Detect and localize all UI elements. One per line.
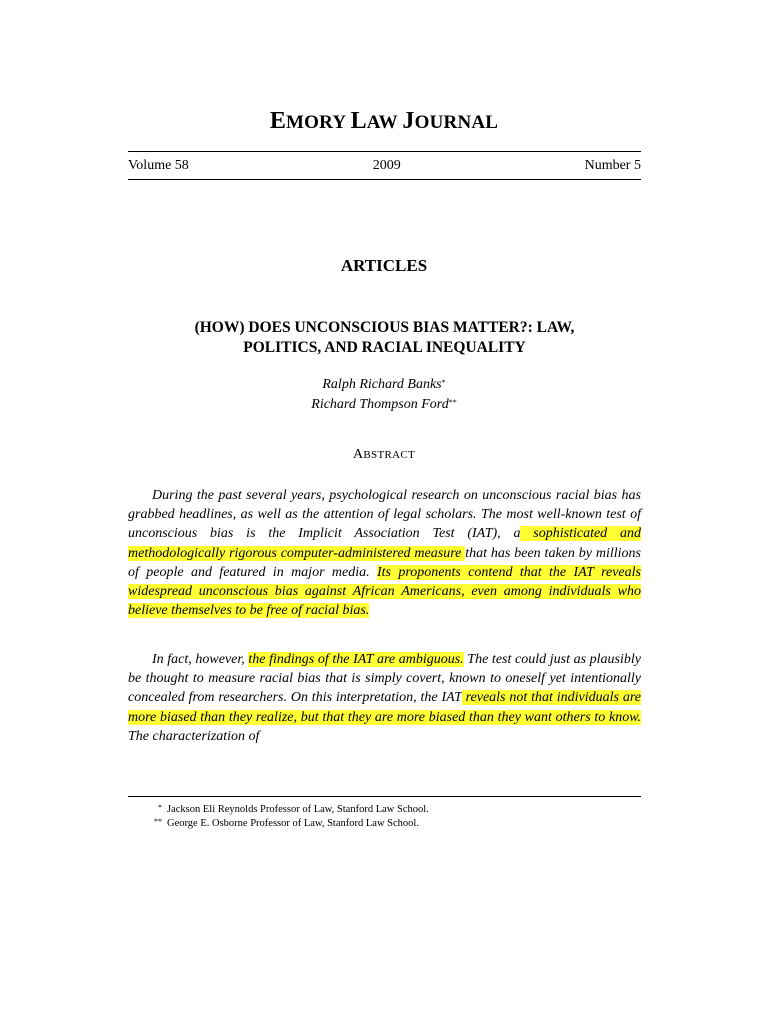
footnote-mark: * xyxy=(158,803,162,812)
author-1-footnote-mark: * xyxy=(441,378,446,387)
article-title xyxy=(128,318,641,358)
author-list xyxy=(0,375,768,415)
author-1 xyxy=(0,375,768,395)
journal-title-part: L xyxy=(350,108,367,134)
text-segment: In fact, however, xyxy=(152,652,249,667)
number-label: Number 5 xyxy=(584,158,641,173)
paragraph-2-text xyxy=(128,650,641,746)
abstract-heading-initial: A xyxy=(352,447,364,462)
article-title-line-1: (HOW) DOES UNCONSCIOUS BIAS MATTER?: LAW, xyxy=(194,319,575,336)
footnote-text: George E. Osborne Professor of Law, Stanford Law School. xyxy=(167,818,419,829)
text-segment: The characterization of xyxy=(128,728,260,744)
journal-title-part: E xyxy=(269,108,287,134)
header-top-rule xyxy=(128,151,641,152)
abstract-paragraph-1 xyxy=(128,486,641,620)
abstract-paragraph-2 xyxy=(128,650,641,746)
journal-title xyxy=(0,108,768,135)
author-2 xyxy=(0,395,768,415)
footnotes xyxy=(128,803,641,831)
section-heading: ARTICLES xyxy=(340,256,428,275)
author-2-footnote-mark: ** xyxy=(448,398,457,407)
header-bottom-rule xyxy=(128,179,641,180)
footnote xyxy=(128,817,641,831)
text-segment: that has been taken by millions of people and featured in major media. xyxy=(128,545,641,580)
journal-title-part: MORY xyxy=(286,112,351,133)
footnote-text: Jackson Eli Reynolds Professor of Law, Stanford Law School. xyxy=(167,804,429,815)
text-segment: During the past several years, psychological research on unconscious racial bias has grabbed headlines, as well as the attention of legal scholars. The most well-known test of unconscious bias is the Implicit Association Test (IAT), a xyxy=(128,488,641,542)
highlighted-text: Its proponents contend that the IAT reveals widespread unconscious bias against African Americans, even among individuals who believe themselves to be free of racial bias. xyxy=(128,564,641,619)
footnote-mark: ** xyxy=(154,817,162,826)
year-label: 2009 xyxy=(372,158,401,173)
paragraph-1-text xyxy=(128,486,641,620)
highlighted-text: reveals not that individuals are more biased than they realize, but that they are more biased than they want others to know. xyxy=(128,690,641,725)
footnote-rule xyxy=(128,796,641,797)
text-segment: The test could just as plausibly be thought to measure racial bias that is simply covert, known to oneself yet intentionally concealed from researchers. On this interpretation, the IAT xyxy=(128,652,641,706)
author-1-name: Ralph Richard Banks xyxy=(322,377,442,392)
abstract-heading xyxy=(0,447,768,463)
volume-label: Volume 58 xyxy=(128,158,189,173)
journal-title-part: AW xyxy=(366,112,403,133)
article-title-line-2: POLITICS, AND RACIAL INEQUALITY xyxy=(243,339,526,356)
journal-title-part: J xyxy=(402,108,415,134)
highlighted-text: the findings of the IAT are ambiguous. xyxy=(248,652,464,667)
issue-info xyxy=(128,158,641,174)
abstract-heading-rest: BSTRACT xyxy=(363,449,416,461)
highlighted-text: sophisticated and methodologically rigorous computer-administered measure xyxy=(128,526,641,561)
footnote xyxy=(128,803,641,817)
journal-title-part: OURNAL xyxy=(414,112,499,133)
author-2-name: Richard Thompson Ford xyxy=(311,397,449,412)
